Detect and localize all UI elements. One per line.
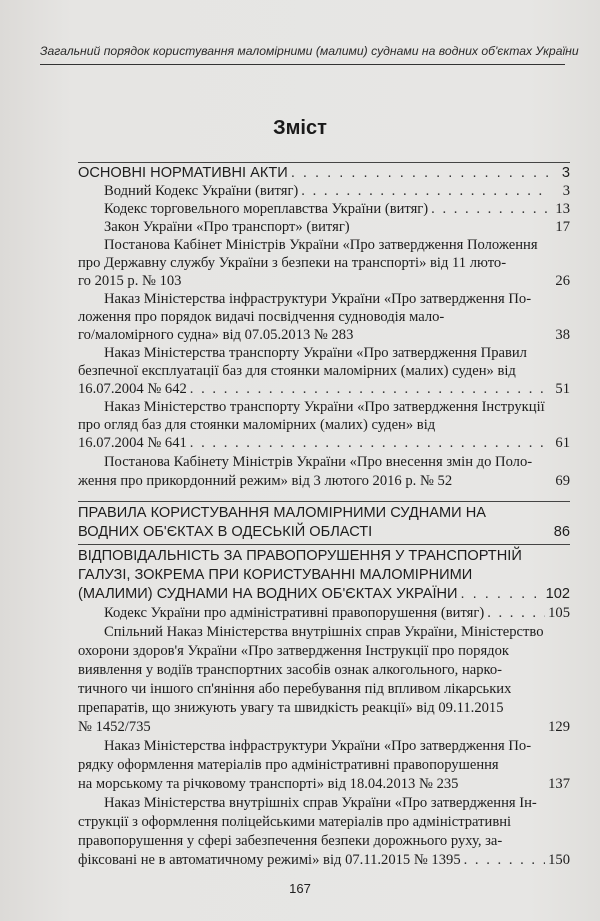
- toc-entry-line: виявлення у водіїв транспортних засобів ознак алкогольного, нарко-: [78, 662, 503, 678]
- page-ref: 61: [555, 435, 570, 451]
- header-rule: [40, 64, 565, 65]
- running-header: Загальний порядок користування маломірними (малими) суднами на водних об'єктах України: [40, 44, 579, 58]
- page-ref: 86: [553, 524, 570, 540]
- toc-entry-line: про огляд баз для стоянки маломірних (малих) суден» від: [78, 417, 436, 433]
- toc-entry-line: Спільний Наказ Міністерства внутрішніх справ України, Міністерство: [104, 624, 544, 640]
- toc-entry-line: Постанова Кабінету Міністрів України «Про внесення змін до Поло-: [104, 454, 533, 470]
- page-number: 167: [289, 881, 311, 896]
- leader-dots: [461, 584, 543, 604]
- toc-entry[interactable]: 16.07.2004 № 642 . . . 51: [78, 379, 570, 399]
- toc-section-heading-line: ВІДПОВІДАЛЬНІСТЬ ЗА ПРАВОПОРУШЕННЯ У ТРАНСПОРТНІЙ: [78, 548, 522, 564]
- leader-dots: [487, 603, 545, 623]
- toc-entry-line: Наказ Міністерства інфраструктури України «Про затвердження По-: [104, 291, 532, 307]
- page-ref: 17: [555, 219, 570, 235]
- page-ref: 129: [548, 719, 570, 735]
- toc-entry[interactable]: го/маломірного судна» від 07.05.2013 № 283 38: [78, 327, 570, 343]
- toc-entry-line: Наказ Міністерства транспорту України «Про затвердження Правил: [104, 345, 527, 361]
- page-ref: 51: [555, 381, 570, 397]
- section-rule: [78, 501, 570, 502]
- page-ref: 69: [555, 473, 570, 489]
- toc-entry-line: Наказ Міністерства внутрішніх справ України «Про затвердження Ін-: [104, 795, 537, 811]
- toc-entry[interactable]: фіксовані не в автоматичному режимі» від 07.11.2015 № 1395 . . . 150: [78, 850, 570, 870]
- toc-entry-line: Наказ Міністерство транспорту України «Про затвердження Інструкції: [104, 399, 545, 415]
- toc-section-heading[interactable]: ВОДНИХ ОБ'ЄКТАХ В ОДЕСЬКІЙ ОБЛАСТІ 86: [78, 524, 570, 540]
- toc-entry[interactable]: Кодекс торговельного мореплавства України (витяг) . . . 13: [104, 199, 570, 219]
- page-ref: 102: [545, 586, 570, 602]
- leader-dots: [190, 433, 549, 453]
- page-ref: 3: [562, 183, 570, 199]
- toc-entry-line: охорони здоров'я України «Про затвердження Інструкції про порядок: [78, 643, 509, 659]
- section-rule: [78, 544, 570, 545]
- leader-dots: [301, 181, 549, 201]
- page-ref: 150: [548, 852, 570, 868]
- page-ref: 3: [561, 165, 570, 181]
- toc-entry-line: струкції з оформлення поліцейськими матеріалів про адміністративні: [78, 814, 512, 830]
- toc-entry[interactable]: на морському та річковому транспорті» від 18.04.2013 № 235 137: [78, 776, 570, 792]
- toc-entry-line: Постанова Кабінет Міністрів України «Про затвердження Положення: [104, 237, 538, 253]
- page-ref: 26: [555, 273, 570, 289]
- toc-entry[interactable]: Водний Кодекс України (витяг) . . . 3: [104, 181, 570, 201]
- leader-dots: [291, 163, 549, 183]
- page-ref: 137: [548, 776, 570, 792]
- toc-entry[interactable]: Закон України «Про транспорт» (витяг) 17: [104, 219, 570, 235]
- toc-entry-line: ложення про порядок видачі посвідчення судноводія мало-: [78, 309, 445, 325]
- toc-section-heading-line: ПРАВИЛА КОРИСТУВАННЯ МАЛОМІРНИМИ СУДНАМИ НА: [78, 505, 486, 521]
- toc-entry-line: правопорушення у сфері забезпечення безпеки дорожнього руху, за-: [78, 833, 503, 849]
- toc-section-heading[interactable]: ОСНОВНІ НОРМАТИВНІ АКТИ . . . 3: [78, 163, 570, 183]
- toc-entry[interactable]: го 2015 р. № 103 26: [78, 273, 570, 289]
- toc-entry[interactable]: 16.07.2004 № 641 . . . 61: [78, 433, 570, 453]
- leader-dots: [464, 850, 545, 870]
- toc-entry[interactable]: ження про прикордонний режим» від 3 лютого 2016 р. № 52 69: [78, 473, 570, 489]
- toc-entry-line: про Державну службу України з безпеки на транспорті» від 11 люто-: [78, 255, 507, 271]
- toc-section-heading[interactable]: (МАЛИМИ) СУДНАМИ НА ВОДНИХ ОБ'ЄКТАХ УКРАЇНИ . . . 102: [78, 584, 570, 604]
- page-ref: 105: [548, 605, 570, 621]
- page-ref: 13: [555, 201, 570, 217]
- toc-entry-line: безпечної експлуатації баз для стоянки маломірних (малих) суден» від: [78, 363, 516, 379]
- page-ref: 38: [555, 327, 570, 343]
- toc-entry-line: рядку оформлення матеріалів про адміністративні правопорушення: [78, 757, 499, 773]
- toc-section-heading-line: ГАЛУЗІ, ЗОКРЕМА ПРИ КОРИСТУВАННІ МАЛОМІРНИМИ: [78, 567, 473, 583]
- toc-entry[interactable]: Кодекс України про адміністративні правопорушення (витяг) . . . 105: [104, 603, 570, 623]
- leader-dots: [431, 199, 549, 219]
- leader-dots: [190, 379, 549, 399]
- page-title: Зміст: [273, 117, 327, 139]
- toc-entry-line: препаратів, що знижують увагу та швидкість реакції» від 09.11.2015: [78, 700, 504, 716]
- toc-entry[interactable]: № 1452/735 129: [78, 719, 570, 735]
- toc-entry-line: Наказ Міністерства інфраструктури України «Про затвердження По-: [104, 738, 532, 754]
- toc-entry-line: тичного чи іншого сп'яніння або перебування під впливом лікарських: [78, 681, 512, 697]
